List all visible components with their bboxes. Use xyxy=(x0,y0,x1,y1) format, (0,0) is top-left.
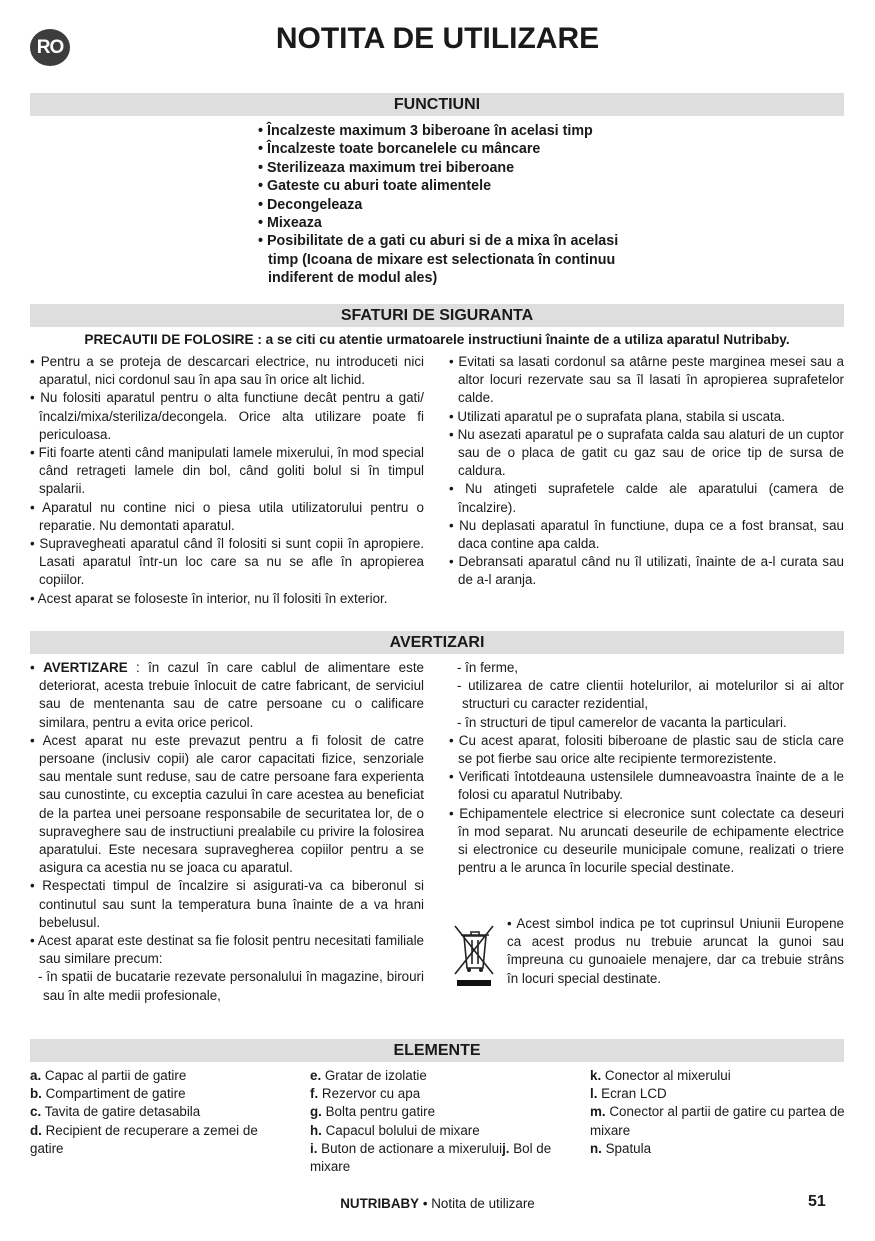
safety-item: • Debransati aparatul când nu îl utilizati, înainte de a-l curata sau de a-l aranja. xyxy=(449,553,844,589)
element-entry xyxy=(30,1122,292,1158)
element-label: Recipient de recuperare a zemei de gatire xyxy=(30,1122,258,1156)
weee-crossed-bin-icon xyxy=(452,922,496,988)
element-entry xyxy=(310,1067,572,1085)
features-list xyxy=(258,122,648,288)
element-entry xyxy=(590,1085,850,1103)
safety-item: • Nu deplasati aparatul în functiune, dupa ce a fost bransat, sau daca contine apa calda. xyxy=(449,517,844,553)
section-header-elements: ELEMENTE xyxy=(30,1039,844,1062)
element-entry xyxy=(30,1103,292,1121)
element-entry xyxy=(310,1103,572,1121)
safety-list-right xyxy=(449,353,844,590)
feature-item: • Încalzeste maximum 3 biberoane în acelasi timp xyxy=(258,122,648,140)
element-key: n. xyxy=(590,1140,602,1156)
safety-item: • Supravegheati aparatul când îl folositi si sunt copii în apropiere. Lasati aparatul într-un loc care sa nu se afle în apropierea copiilor. xyxy=(30,535,424,590)
warning-item: • Cu acest aparat, folositi biberoane de plastic sau de sticla care se pot fierbe sau orice alte recipiente termorezistente. xyxy=(449,732,844,768)
footer xyxy=(0,1196,875,1211)
footer-brand: NUTRIBABY xyxy=(340,1196,420,1211)
element-label: Bol de mixare xyxy=(310,1140,552,1175)
section-header-functions: FUNCTIUNI xyxy=(30,93,844,116)
footer-separator: • xyxy=(419,1196,432,1211)
safety-item: • Fiti foarte atenti când manipulati lamele mixerului, în mod special când retrageti lamele din bol, când goliti bolul si în timpul spalarii. xyxy=(30,444,424,499)
element-label: Bolta pentru gatire xyxy=(321,1104,436,1120)
element-key: m. xyxy=(590,1104,606,1120)
warnings-list-left xyxy=(30,659,424,1005)
element-key: d. xyxy=(30,1122,42,1138)
element-entry xyxy=(590,1140,850,1158)
element-key: a. xyxy=(30,1068,42,1083)
element-entry xyxy=(590,1103,850,1139)
elements-column-3 xyxy=(590,1067,850,1158)
element-key: k. xyxy=(590,1068,602,1083)
weee-notice: • Acest simbol indica pe tot cuprinsul Uniunii Europene ca acest produs nu trebuie aruncat la gunoi sau împreuna cu gunoaiele menajere, dar ca trebuie strâns în locuri special destinate. xyxy=(507,916,844,986)
section-header-warnings: AVERTIZARI xyxy=(30,631,844,654)
safety-list-left xyxy=(30,353,424,608)
element-entry xyxy=(30,1067,292,1085)
warning-item: • Acest aparat este destinat sa fie folosit pentru necesitati familiale sau similare precum: xyxy=(30,932,424,968)
warning-item: • Acest aparat nu este prevazut pentru a fi folosit de catre persoane (inclusiv copii) ale caror capacitati fizice, senzoriale sau mentale sunt reduse, sau de catre persoane fara experienta sau cunostinte, cu exceptia cazului în care acestea au beneficiat de la partea unei persoane responsabile de securitatea lor, de o supraveghere sau de instructiuni prealabile cu privire la folosirea aparatului. Este necesara supravegherea copiilor pentru a se asigura ca acestia nu se joaca cu aparatul. xyxy=(30,732,424,878)
safety-item: • Aparatul nu contine nici o piesa utila utilizatorului pentru o reparatie. Nu demontati aparatul. xyxy=(30,499,424,535)
safety-item: • Nu atingeti suprafetele calde ale aparatului (camera de încalzire). xyxy=(449,480,844,516)
element-key: g. xyxy=(310,1104,322,1120)
safety-item: • Nu folositi aparatul pentru o alta functiune decât pentru a gati/încalzi/mixa/steriliza/decongela. Orice alta utilizare poate fi periculoasa. xyxy=(30,389,424,444)
safety-item: • Nu asezati aparatul pe o suprafata calda sau alaturi de un cuptor sau de o placa de gatit cu gaz sau de orice tip de sursa de caldura. xyxy=(449,426,844,481)
page-number: 51 xyxy=(808,1193,826,1210)
element-entry xyxy=(310,1140,572,1176)
element-key: c. xyxy=(30,1104,42,1120)
warning-subitem: - în ferme, xyxy=(457,660,519,675)
element-label: Spatula xyxy=(601,1140,652,1156)
warning-item: • Respectati timpul de încalzire si asigurati-va ca biberonul si continutul sau sunt la temperatura buna înainte de a va hrani bebelusul. xyxy=(30,877,424,932)
feature-item: • Încalzeste toate borcanelele cu mâncare xyxy=(258,140,648,158)
warning-subitem: - în spatii de bucatarie rezevate personalului în magazine, birouri sau în alte medii profesionale, xyxy=(38,969,424,1003)
element-label: Ecran LCD xyxy=(597,1086,667,1102)
precaution-heading: PRECAUTII DE FOLOSIRE : a se citi cu atentie urmatoarele instructiuni înainte de a utiliza aparatul Nutribaby. xyxy=(84,332,790,347)
element-label: Tavita de gatire detasabila xyxy=(41,1104,201,1120)
element-key: h. xyxy=(310,1122,322,1138)
element-entry xyxy=(310,1122,572,1140)
elements-column-1 xyxy=(30,1067,292,1158)
element-entry xyxy=(590,1067,850,1085)
element-entry xyxy=(310,1085,572,1103)
element-label: Capacul bolului de mixare xyxy=(321,1122,480,1138)
warning-subitem: - utilizarea de catre clientii hotelurilor, ai motelurilor si ai altor structuri cu caracter rezidential, xyxy=(457,678,844,712)
feature-item: • Posibilitate de a gati cu aburi si de a mixa în acelasi timp (Icoana de mixare est selectionata în continuu indiferent de modul ales) xyxy=(258,232,648,287)
warning-text: : în cazul în care cablul de alimentare este deteriorat, acesta trebuie înlocuit de catre fabricant, de serviciul sau de mentenanta sau de catre persoane cu o calificare similara, pentru a evita orice pericol. xyxy=(39,660,424,730)
element-label: Compartiment de gatire xyxy=(41,1086,186,1102)
warning-subitem: - în structuri de tipul camerelor de vacanta la particulari. xyxy=(457,714,787,730)
page-title: NOTITA DE UTILIZARE xyxy=(275,22,600,55)
feature-item: • Gateste cu aburi toate alimentele xyxy=(258,177,648,195)
element-label: Conector al mixerului xyxy=(601,1068,731,1083)
element-label: Conector al partii de gatire cu partea de mixare xyxy=(590,1104,845,1138)
element-label: Capac al partii de gatire xyxy=(41,1068,187,1083)
element-key: f. xyxy=(310,1086,319,1102)
element-key: e. xyxy=(310,1068,322,1083)
safety-item: • Utilizati aparatul pe o suprafata plana, stabila si uscata. xyxy=(449,408,844,426)
element-label: Gratar de izolatie xyxy=(321,1068,427,1083)
elements-column-2 xyxy=(310,1067,572,1176)
feature-item: • Mixeaza xyxy=(258,214,648,232)
feature-item: • Decongeleaza xyxy=(258,196,648,214)
safety-item: • Pentru a se proteja de descarcari electrice, nu introduceti nici aparatul, nici cordonul sau în apa sau în orice alt lichid. xyxy=(30,353,424,389)
element-key: i. xyxy=(310,1140,318,1156)
warning-label: AVERTIZARE xyxy=(43,660,128,675)
language-badge: RO xyxy=(30,29,70,66)
element-label: Rezervor cu apa xyxy=(318,1086,421,1102)
safety-item: • Evitati sa lasati cordonul sa atârne peste marginea mesei sau a altor locuri rezervate sau sa îl lasati în apropierea suprafetelor calde. xyxy=(449,353,844,408)
warning-item: • Verificati întotdeauna ustensilele dumneavoastra înainte de a le folosi cu aparatul Nutribaby. xyxy=(449,768,844,804)
footer-label: Notita de utilizare xyxy=(431,1196,535,1211)
safety-item: • Acest aparat se foloseste în interior, nu îl folositi în exterior. xyxy=(30,590,424,608)
element-label: Buton de actionare a mixerului xyxy=(317,1140,503,1156)
warning-item xyxy=(30,659,424,732)
warning-item: • Echipamentele electrice si elecronice sunt colectate ca deseuri în mod separat. Nu aruncati deseurile de echipamente electrice si electronice cu deseurile municipale comune, realizati o triere pentru a le arunca în locurile special destinate. xyxy=(449,805,844,878)
warnings-list-right xyxy=(449,659,844,877)
element-key: l. xyxy=(590,1086,598,1102)
feature-item: • Sterilizeaza maximum trei biberoane xyxy=(258,159,648,177)
element-key: j. xyxy=(502,1140,510,1156)
element-entry xyxy=(30,1085,292,1103)
section-header-safety: SFATURI DE SIGURANTA xyxy=(30,304,844,327)
element-key: b. xyxy=(30,1086,42,1102)
